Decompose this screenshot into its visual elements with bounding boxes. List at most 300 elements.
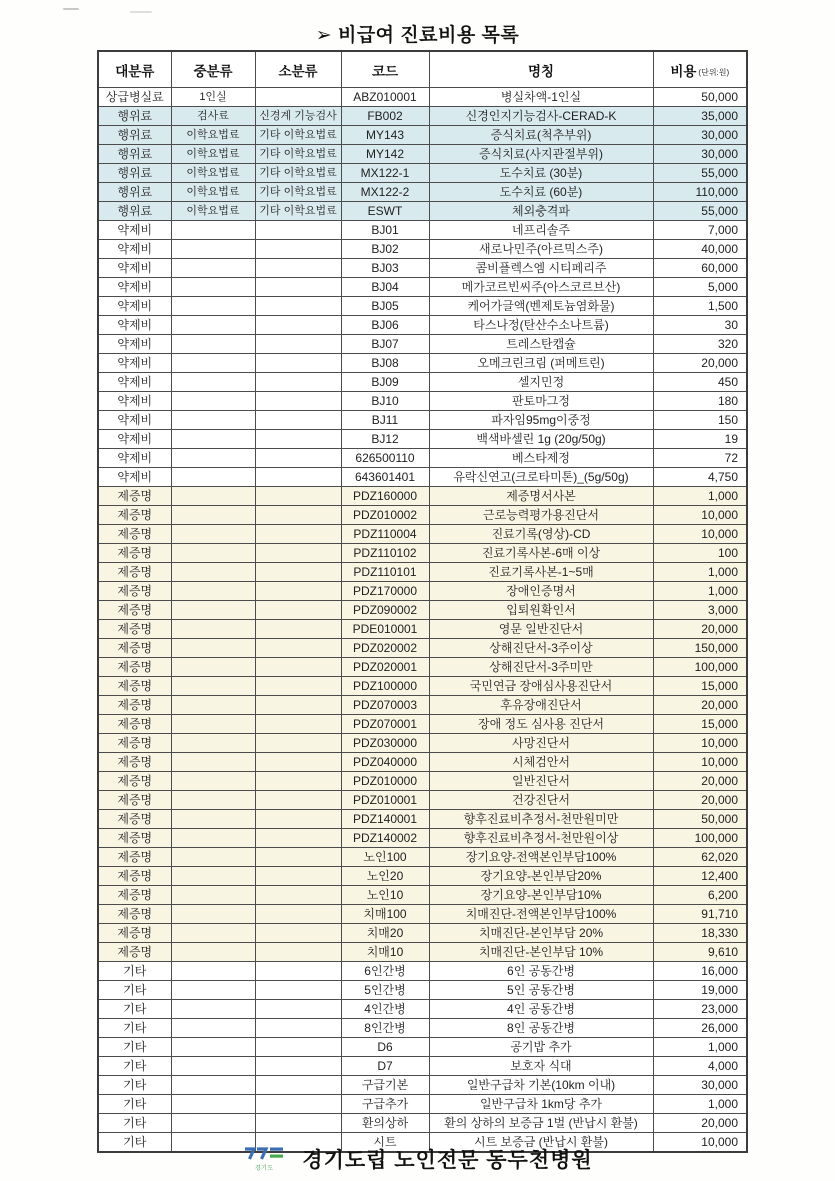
table-cell: 사망진단서	[429, 734, 653, 753]
table-cell: BJ08	[341, 354, 429, 373]
table-cell: 이학요법료	[171, 202, 255, 221]
table-cell: 치매100	[341, 905, 429, 924]
table-cell: 기타 이학요법료	[255, 164, 341, 183]
fee-table-header	[98, 51, 747, 88]
column-header-code: 코드	[341, 51, 429, 88]
table-row	[98, 164, 747, 183]
table-cell: 1,000	[653, 487, 747, 506]
table-cell	[171, 639, 255, 658]
table-cell: PDZ110101	[341, 563, 429, 582]
table-cell: 30,000	[653, 1076, 747, 1095]
table-cell	[171, 772, 255, 791]
unit-note: (단위:원)	[698, 67, 730, 77]
table-cell: MX122-1	[341, 164, 429, 183]
table-cell: 제증명	[98, 525, 171, 544]
table-cell	[171, 487, 255, 506]
table-row	[98, 525, 747, 544]
table-cell: 약제비	[98, 430, 171, 449]
table-row	[98, 202, 747, 221]
table-cell: 구급기본	[341, 1076, 429, 1095]
table-cell: 제증명	[98, 506, 171, 525]
table-cell: 30	[653, 316, 747, 335]
table-row	[98, 601, 747, 620]
table-cell: 입퇴원확인서	[429, 601, 653, 620]
table-cell: 62,020	[653, 848, 747, 867]
table-cell: 4,000	[653, 1057, 747, 1076]
table-cell	[255, 468, 341, 487]
column-header-cost	[653, 51, 747, 88]
table-cell: PDZ010000	[341, 772, 429, 791]
gyeonggi-logo	[242, 1146, 286, 1172]
table-cell: 구급추가	[341, 1095, 429, 1114]
table-cell: 검사료	[171, 107, 255, 126]
table-cell: 50,000	[653, 88, 747, 107]
table-cell: 150	[653, 411, 747, 430]
table-cell	[171, 943, 255, 962]
table-cell	[171, 791, 255, 810]
table-cell: 치매20	[341, 924, 429, 943]
table-cell: 행위료	[98, 107, 171, 126]
table-cell: 16,000	[653, 962, 747, 981]
table-cell	[255, 791, 341, 810]
table-cell	[255, 278, 341, 297]
table-cell: PDZ100000	[341, 677, 429, 696]
table-cell: 장애 정도 심사용 진단서	[429, 715, 653, 734]
table-cell: 이학요법료	[171, 164, 255, 183]
table-cell: PDZ070003	[341, 696, 429, 715]
table-cell: D6	[341, 1038, 429, 1057]
table-cell: 타스나정(탄산수소나트륨)	[429, 316, 653, 335]
table-cell: 영문 일반진단서	[429, 620, 653, 639]
table-cell: 약제비	[98, 240, 171, 259]
table-cell	[255, 943, 341, 962]
table-row	[98, 867, 747, 886]
table-cell: 기타	[98, 1000, 171, 1019]
table-cell: 10,000	[653, 753, 747, 772]
table-cell: 기타 이학요법료	[255, 202, 341, 221]
table-cell: 643601401	[341, 468, 429, 487]
table-cell: 시체검안서	[429, 753, 653, 772]
table-cell: 5인 공동간병	[429, 981, 653, 1000]
table-cell: PDZ110102	[341, 544, 429, 563]
table-cell: BJ11	[341, 411, 429, 430]
table-cell	[171, 373, 255, 392]
table-cell	[255, 392, 341, 411]
table-cell: 국민연금 장애심사용진단서	[429, 677, 653, 696]
table-row	[98, 1000, 747, 1019]
table-cell: 1,000	[653, 1038, 747, 1057]
table-cell	[255, 88, 341, 107]
table-cell: 네프리솔주	[429, 221, 653, 240]
table-row	[98, 753, 747, 772]
table-cell: 메가코르빈씨주(아스코르브산)	[429, 278, 653, 297]
table-cell: 향후진료비추정서-천만원미만	[429, 810, 653, 829]
table-cell: 100,000	[653, 829, 747, 848]
table-cell: PDZ110004	[341, 525, 429, 544]
table-cell	[255, 639, 341, 658]
table-cell: 기타 이학요법료	[255, 145, 341, 164]
table-cell: 5,000	[653, 278, 747, 297]
table-cell: 150,000	[653, 639, 747, 658]
table-cell: 10,000	[653, 506, 747, 525]
table-cell: 상해진단서-3주이상	[429, 639, 653, 658]
table-row	[98, 829, 747, 848]
table-cell	[255, 848, 341, 867]
table-cell: 환의상하	[341, 1114, 429, 1133]
table-cell	[255, 1057, 341, 1076]
table-cell: 새로나민주(아르믹스주)	[429, 240, 653, 259]
table-cell	[255, 373, 341, 392]
table-cell: 판토마그정	[429, 392, 653, 411]
table-cell	[255, 810, 341, 829]
table-row	[98, 810, 747, 829]
table-row	[98, 1057, 747, 1076]
table-cell: 제증명	[98, 791, 171, 810]
table-cell	[171, 658, 255, 677]
table-cell: 1인실	[171, 88, 255, 107]
table-cell: 제증명	[98, 886, 171, 905]
table-cell: 약제비	[98, 449, 171, 468]
table-cell: 제증명	[98, 753, 171, 772]
cost-header-label: 비용	[670, 63, 697, 79]
table-cell: 6인 공동간병	[429, 962, 653, 981]
table-cell	[171, 525, 255, 544]
table-cell: 진료기록사본-1~5매	[429, 563, 653, 582]
table-cell: 30,000	[653, 126, 747, 145]
table-cell: 노인10	[341, 886, 429, 905]
table-row	[98, 696, 747, 715]
table-cell: 신경계 기능검사	[255, 107, 341, 126]
table-cell: 일반구급차 1km당 추가	[429, 1095, 653, 1114]
table-cell	[171, 905, 255, 924]
table-cell: 4인 공동간병	[429, 1000, 653, 1019]
table-cell	[255, 240, 341, 259]
hospital-name: 경기도립 노인전문 동두천병원	[302, 1149, 593, 1172]
table-cell	[255, 316, 341, 335]
table-row	[98, 905, 747, 924]
table-cell: 제증명	[98, 867, 171, 886]
table-cell	[171, 715, 255, 734]
table-cell: 보호자 식대	[429, 1057, 653, 1076]
table-row	[98, 1076, 747, 1095]
table-cell: 320	[653, 335, 747, 354]
table-cell: BJ01	[341, 221, 429, 240]
table-cell: 기타	[98, 1114, 171, 1133]
table-row	[98, 487, 747, 506]
table-row	[98, 354, 747, 373]
table-row	[98, 506, 747, 525]
table-cell: PDZ070001	[341, 715, 429, 734]
table-cell: ABZ010001	[341, 88, 429, 107]
table-cell	[171, 620, 255, 639]
table-cell	[171, 981, 255, 1000]
table-cell: 제증명	[98, 544, 171, 563]
table-cell	[171, 1019, 255, 1038]
table-cell: 치매진단-본인부담 20%	[429, 924, 653, 943]
table-cell: 노인100	[341, 848, 429, 867]
column-header-name: 명칭	[429, 51, 653, 88]
table-cell: 신경인지기능검사-CERAD-K	[429, 107, 653, 126]
table-cell	[255, 1019, 341, 1038]
page-title: ➢ 비급여 진료비용 목록	[315, 25, 520, 46]
table-cell: 19	[653, 430, 747, 449]
table-cell: PDZ020002	[341, 639, 429, 658]
table-cell	[255, 734, 341, 753]
table-cell: ESWT	[341, 202, 429, 221]
table-cell	[255, 297, 341, 316]
table-cell	[171, 1000, 255, 1019]
table-cell: 베스타제정	[429, 449, 653, 468]
column-header-sub-category: 소분류	[255, 51, 341, 88]
table-cell	[171, 316, 255, 335]
table-cell	[255, 867, 341, 886]
table-cell	[171, 221, 255, 240]
table-cell: 행위료	[98, 202, 171, 221]
table-cell: 케어가글액(벤제토늄염화물)	[429, 297, 653, 316]
table-cell: 일반구급차 기본(10km 이내)	[429, 1076, 653, 1095]
table-cell	[255, 1095, 341, 1114]
table-cell: 55,000	[653, 164, 747, 183]
table-cell	[255, 411, 341, 430]
table-cell: BJ09	[341, 373, 429, 392]
table-cell	[171, 1095, 255, 1114]
table-cell	[171, 1038, 255, 1057]
table-cell: PDZ030000	[341, 734, 429, 753]
table-cell: MY143	[341, 126, 429, 145]
table-row	[98, 1095, 747, 1114]
table-cell	[171, 962, 255, 981]
table-cell: 9,610	[653, 943, 747, 962]
table-cell	[255, 1076, 341, 1095]
table-cell: 도수치료 (60분)	[429, 183, 653, 202]
column-header-major-category: 대분류	[98, 51, 171, 88]
table-cell: 100	[653, 544, 747, 563]
table-cell: 제증명	[98, 582, 171, 601]
table-cell: 20,000	[653, 791, 747, 810]
table-cell: 기타 이학요법료	[255, 126, 341, 145]
table-cell: 1,500	[653, 297, 747, 316]
table-row	[98, 183, 747, 202]
table-cell: 행위료	[98, 164, 171, 183]
table-cell: 20,000	[653, 1114, 747, 1133]
table-cell: 제증명	[98, 620, 171, 639]
table-cell: 8인간병	[341, 1019, 429, 1038]
table-cell	[255, 335, 341, 354]
table-cell	[171, 829, 255, 848]
table-cell: 유락신연고(크로타미톤)_(5g/50g)	[429, 468, 653, 487]
fee-table	[97, 50, 748, 1153]
table-cell: 상해진단서-3주미만	[429, 658, 653, 677]
table-cell: 진료기록사본-6매 이상	[429, 544, 653, 563]
table-cell: 제증명서사본	[429, 487, 653, 506]
table-cell: 626500110	[341, 449, 429, 468]
table-cell: 7,000	[653, 221, 747, 240]
table-cell	[255, 1000, 341, 1019]
table-cell	[255, 962, 341, 981]
table-row	[98, 715, 747, 734]
table-cell: 환의 상하의 보증금 1벌 (반납시 환불)	[429, 1114, 653, 1133]
table-cell	[255, 753, 341, 772]
table-cell: 6인간병	[341, 962, 429, 981]
table-cell: PDZ090002	[341, 601, 429, 620]
table-row	[98, 981, 747, 1000]
table-cell: 치매진단-본인부담 10%	[429, 943, 653, 962]
table-cell	[171, 810, 255, 829]
table-cell: 4,750	[653, 468, 747, 487]
table-cell: 도수치료 (30분)	[429, 164, 653, 183]
table-cell: 이학요법료	[171, 126, 255, 145]
table-cell: 콤비플렉스엠 시티페리주	[429, 259, 653, 278]
table-cell: 체외충격파	[429, 202, 653, 221]
table-cell: 10,000	[653, 1133, 747, 1153]
table-cell	[171, 924, 255, 943]
table-cell: PDZ140002	[341, 829, 429, 848]
table-row	[98, 848, 747, 867]
table-cell: 약제비	[98, 259, 171, 278]
table-cell	[171, 867, 255, 886]
table-cell: 장기요양-전액본인부담100%	[429, 848, 653, 867]
table-cell: 1,000	[653, 563, 747, 582]
table-cell: 기타	[98, 1019, 171, 1038]
table-cell: 장기요양-본인부담10%	[429, 886, 653, 905]
table-cell: 5인간병	[341, 981, 429, 1000]
table-cell	[171, 734, 255, 753]
table-row	[98, 240, 747, 259]
table-row	[98, 411, 747, 430]
table-row	[98, 449, 747, 468]
table-cell: 18,330	[653, 924, 747, 943]
table-row	[98, 392, 747, 411]
table-cell	[171, 1057, 255, 1076]
table-cell	[255, 924, 341, 943]
table-cell: 15,000	[653, 715, 747, 734]
table-row	[98, 544, 747, 563]
table-cell: 1,000	[653, 582, 747, 601]
scan-artifact	[130, 11, 152, 13]
table-cell	[171, 411, 255, 430]
table-cell: 제증명	[98, 829, 171, 848]
table-row	[98, 297, 747, 316]
scan-artifact	[63, 8, 79, 10]
table-cell: 시트	[341, 1133, 429, 1153]
table-cell	[255, 886, 341, 905]
table-cell: 12,400	[653, 867, 747, 886]
table-cell: 기타 이학요법료	[255, 183, 341, 202]
table-cell: 행위료	[98, 145, 171, 164]
table-cell: PDE010001	[341, 620, 429, 639]
table-cell: 기타	[98, 1038, 171, 1057]
table-row	[98, 259, 747, 278]
table-cell: 35,000	[653, 107, 747, 126]
table-cell	[171, 582, 255, 601]
table-cell: 20,000	[653, 696, 747, 715]
table-row	[98, 734, 747, 753]
table-cell	[255, 715, 341, 734]
table-cell	[255, 1038, 341, 1057]
table-cell: 제증명	[98, 677, 171, 696]
table-cell: 제증명	[98, 715, 171, 734]
table-cell	[171, 1076, 255, 1095]
table-cell: BJ07	[341, 335, 429, 354]
table-cell: BJ06	[341, 316, 429, 335]
table-cell: 약제비	[98, 468, 171, 487]
table-cell: 이학요법료	[171, 183, 255, 202]
table-cell	[255, 772, 341, 791]
table-cell: 55,000	[653, 202, 747, 221]
table-cell: 기타	[98, 1133, 171, 1153]
table-cell	[255, 829, 341, 848]
table-cell: 행위료	[98, 183, 171, 202]
table-row	[98, 772, 747, 791]
table-row	[98, 335, 747, 354]
table-cell: 오메크린크림 (퍼메트린)	[429, 354, 653, 373]
table-cell	[171, 259, 255, 278]
table-cell: 치매진단-전액본인부담100%	[429, 905, 653, 924]
table-cell: 행위료	[98, 126, 171, 145]
table-cell: 20,000	[653, 354, 747, 373]
table-cell	[255, 658, 341, 677]
table-cell: MX122-2	[341, 183, 429, 202]
table-cell	[171, 848, 255, 867]
table-cell	[171, 544, 255, 563]
fee-table-body	[98, 88, 747, 1153]
table-row	[98, 658, 747, 677]
table-cell: 제증명	[98, 601, 171, 620]
table-cell	[255, 582, 341, 601]
table-cell: BJ05	[341, 297, 429, 316]
table-row	[98, 316, 747, 335]
column-header-mid-category: 중분류	[171, 51, 255, 88]
table-row	[98, 145, 747, 164]
table-cell: 6,200	[653, 886, 747, 905]
table-cell: 180	[653, 392, 747, 411]
table-cell	[255, 506, 341, 525]
table-cell: 60,000	[653, 259, 747, 278]
table-cell: 제증명	[98, 658, 171, 677]
table-row	[98, 221, 747, 240]
table-cell	[255, 1114, 341, 1133]
table-cell: 15,000	[653, 677, 747, 696]
table-cell	[171, 753, 255, 772]
table-row	[98, 126, 747, 145]
table-row	[98, 468, 747, 487]
table-cell: 기타	[98, 1076, 171, 1095]
table-cell	[171, 335, 255, 354]
table-cell	[171, 506, 255, 525]
table-cell: 약제비	[98, 316, 171, 335]
table-cell: 장애인증명서	[429, 582, 653, 601]
table-cell	[171, 354, 255, 373]
table-row	[98, 582, 747, 601]
table-row	[98, 886, 747, 905]
table-cell: 공기밥 추가	[429, 1038, 653, 1057]
table-cell	[255, 354, 341, 373]
table-cell: 10,000	[653, 525, 747, 544]
table-cell: 제증명	[98, 639, 171, 658]
table-cell	[255, 981, 341, 1000]
table-cell: 후유장애진단서	[429, 696, 653, 715]
table-cell: PDZ020001	[341, 658, 429, 677]
table-cell: 23,000	[653, 1000, 747, 1019]
table-cell: 30,000	[653, 145, 747, 164]
table-cell	[171, 278, 255, 297]
table-cell	[255, 620, 341, 639]
table-row	[98, 88, 747, 107]
table-cell	[255, 544, 341, 563]
table-cell: D7	[341, 1057, 429, 1076]
table-cell: FB002	[341, 107, 429, 126]
table-cell: 100,000	[653, 658, 747, 677]
